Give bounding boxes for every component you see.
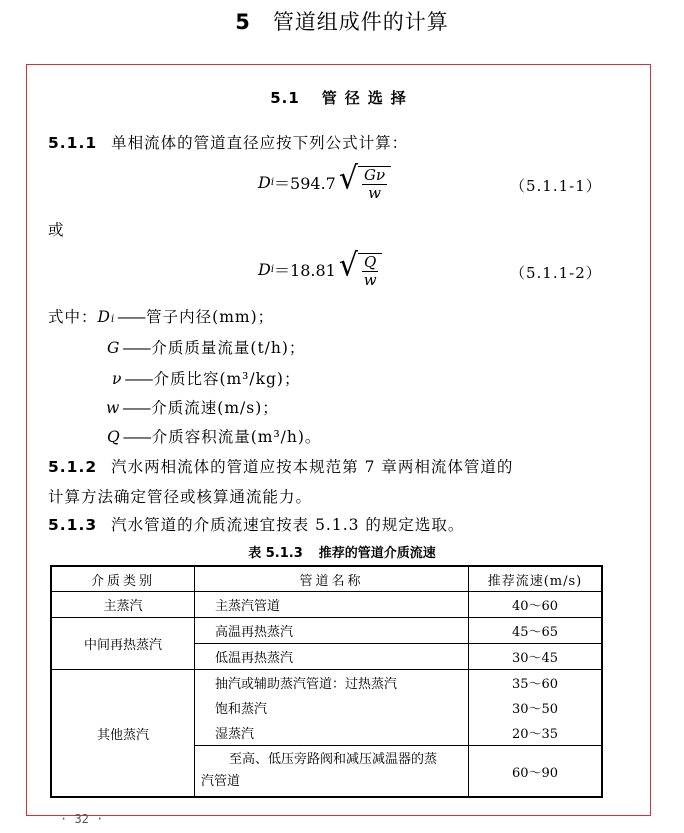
- dash: ——: [122, 399, 150, 417]
- table-title: 推荐的管道介质流速: [318, 546, 436, 561]
- definition-text: 介质比容(m³/kg)；: [153, 370, 301, 388]
- pipe-name-line: 汽管道: [201, 774, 241, 789]
- formula-5-1-1-2: [258, 246, 382, 289]
- category-cell: 其他蒸汽: [51, 670, 195, 798]
- symbol: Q: [107, 428, 121, 446]
- page-number: · 32 ·: [60, 812, 104, 826]
- pipe-name-cell: 低温再热蒸汽: [195, 644, 469, 670]
- category-cell: 主蒸汽: [51, 592, 195, 618]
- chapter-title: [0, 6, 684, 36]
- clause-5-1-1: [48, 131, 408, 153]
- pipe-name-cell: 抽汽或辅助蒸汽管道：过热蒸汽: [195, 670, 469, 696]
- velocity-cell: 30～45: [469, 644, 603, 670]
- formula-5-1-1-1: [258, 159, 391, 202]
- pipe-name-cell: 主蒸汽管道: [195, 592, 469, 618]
- clause-text: 汽水管道的介质流速宜按表 5.1.3 的规定选取。: [111, 516, 465, 534]
- definition-text: 介质质量流量(t/h)；: [151, 339, 306, 357]
- clause-text: 汽水两相流体的管道应按本规范第 7 章两相流体管道的: [111, 458, 514, 476]
- definition-row: [48, 305, 274, 327]
- pipe-name-cell: 高温再热蒸汽: [195, 618, 469, 644]
- sqrt-sign: √ $\frac{Q}{w}$: [339, 249, 382, 289]
- formula-lhs-var: D: [258, 172, 271, 192]
- chapter-number: 5: [235, 10, 251, 34]
- equation-number: （5.1.1-1）: [510, 177, 602, 195]
- section-number: 5.1: [270, 89, 300, 107]
- symbol: w: [106, 399, 121, 417]
- velocity-cell: 60～90: [469, 746, 603, 798]
- section-title: [0, 87, 684, 108]
- dash: ——: [117, 308, 145, 326]
- clause-number: 5.1.2: [48, 458, 98, 476]
- clause-5-1-2: [48, 455, 513, 477]
- fraction-numerator: Q: [363, 253, 377, 271]
- pipe-name-cell: 湿蒸汽: [195, 720, 469, 746]
- flow-velocity-table: [50, 565, 603, 798]
- formula-coefficient: ＝18.81: [274, 260, 336, 280]
- definition-row: [106, 396, 279, 418]
- section-title-text: 管径选择: [321, 89, 414, 107]
- definition-row: [107, 336, 305, 358]
- fraction-numerator: Gν: [363, 166, 386, 184]
- clause-number: 5.1.3: [48, 516, 98, 534]
- fraction-denominator: w: [363, 271, 377, 289]
- sqrt-sign: √ $\frac{G\nu}{w}$: [339, 162, 391, 202]
- table-caption: [0, 542, 684, 561]
- definition-row: [107, 425, 321, 447]
- formula-coefficient: ＝594.7: [274, 173, 336, 193]
- clause-5-1-3: [48, 513, 464, 535]
- formula-lhs-var: D: [258, 259, 271, 279]
- velocity-cell: 35～60: [469, 670, 603, 696]
- equation-number: （5.1.1-2）: [510, 264, 602, 282]
- chapter-title-text: 管道组成件的计算: [272, 10, 449, 34]
- pipe-name-line: 至高、低压旁路阀和减压减温器的蒸: [229, 752, 438, 767]
- table-row: [51, 618, 602, 644]
- where-lead: 式中：: [48, 308, 98, 326]
- formula-lhs-sub: i: [270, 176, 275, 188]
- velocity-cell: 20～35: [469, 720, 603, 746]
- definition-text: 介质流速(m/s)；: [151, 399, 279, 417]
- symbol: ν: [112, 370, 123, 388]
- table-row: [51, 592, 602, 618]
- header-cell: 管道名称: [195, 566, 469, 592]
- definition-row: [112, 367, 300, 389]
- symbol-sub: i: [110, 314, 116, 325]
- clause-text: 单相流体的管道直径应按下列公式计算：: [111, 134, 409, 152]
- table-number: 表 5.1.3: [248, 546, 303, 561]
- formula-lhs-sub: i: [270, 263, 275, 275]
- pipe-name-cell: [195, 746, 469, 798]
- symbol: D: [97, 308, 111, 326]
- symbol: G: [107, 339, 121, 357]
- header-cell: 介质类别: [51, 566, 195, 592]
- definition-text: 管子内径(mm)；: [146, 308, 275, 326]
- clause-5-1-2-continuation: 计算方法确定管径或核算通流能力。: [48, 488, 313, 506]
- header-cell: 推荐流速(m/s): [469, 566, 603, 592]
- dash: ——: [124, 370, 152, 388]
- table-header-row: [51, 566, 602, 592]
- category-cell: 中间再热蒸汽: [51, 618, 195, 670]
- fraction-denominator: w: [368, 184, 381, 202]
- velocity-cell: 40～60: [469, 592, 603, 618]
- table-row: [51, 670, 602, 696]
- clause-number: 5.1.1: [48, 134, 98, 152]
- velocity-cell: 45～65: [469, 618, 603, 644]
- dash: ——: [122, 339, 150, 357]
- or-text: 或: [48, 221, 65, 239]
- definition-text: 介质容积流量(m³/h)。: [151, 428, 322, 446]
- pipe-name-cell: 饱和蒸汽: [195, 695, 469, 720]
- velocity-cell: 30～50: [469, 695, 603, 720]
- dash: ——: [122, 428, 150, 446]
